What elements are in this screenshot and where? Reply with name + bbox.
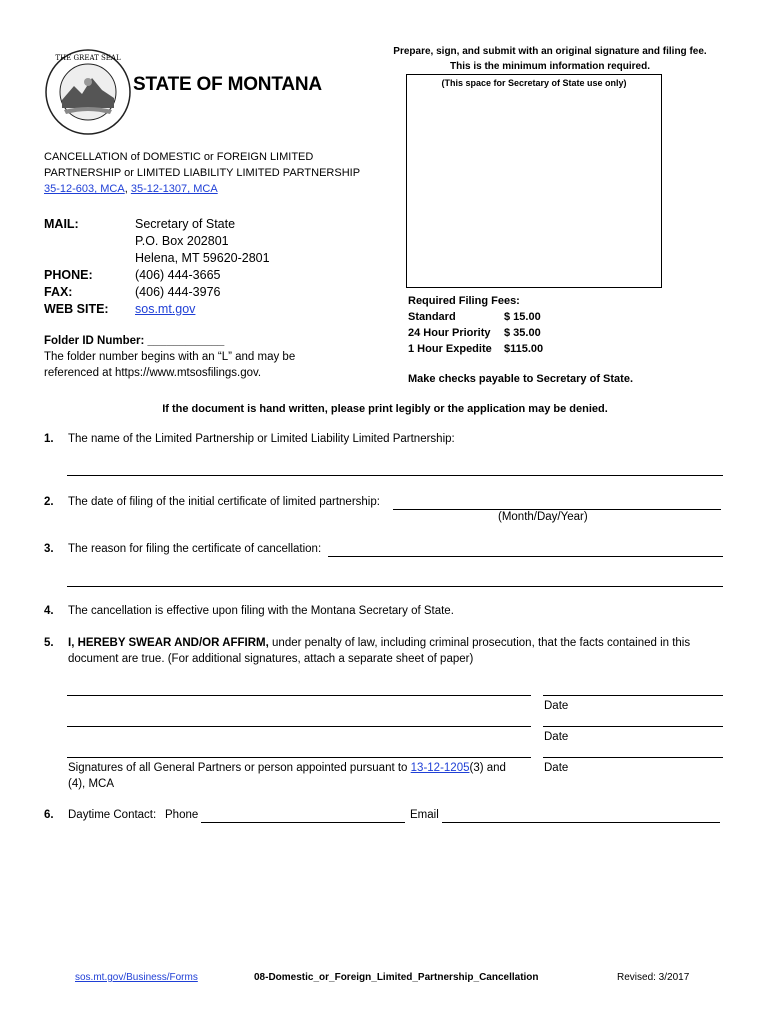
swear-affirm-bold: I, HEREBY SWEAR AND/OR AFFIRM,	[68, 637, 269, 649]
state-title: STATE OF MONTANA	[133, 74, 322, 95]
fees-heading: Required Filing Fees:	[408, 295, 520, 307]
fee-amount-priority: $ 35.00	[504, 327, 541, 339]
website-link[interactable]: sos.mt.gov	[135, 302, 196, 316]
footer-form-name: 08-Domestic_or_Foreign_Limited_Partnership_Cancellation	[254, 972, 539, 983]
cancellation-reason-field[interactable]	[328, 555, 723, 557]
signature-note-text: Signatures of all General Partners or person appointed pursuant to	[68, 762, 411, 774]
signature-field-1[interactable]	[67, 694, 531, 696]
folder-note-line-1: The folder number begins with an “L” and may be	[44, 351, 296, 363]
email-field-label: Email	[410, 809, 439, 821]
state-seal-image	[44, 48, 132, 136]
folder-id-field[interactable]: ____________	[147, 335, 225, 347]
form-title-line-1: CANCELLATION of DOMESTIC or FOREIGN LIMITED	[44, 151, 314, 163]
website-label: WEB SITE:	[44, 302, 109, 316]
date-label-1: Date	[544, 700, 569, 712]
item-6-number: 6.	[44, 809, 54, 821]
mail-label: MAIL:	[44, 217, 79, 231]
item-2-text: The date of filing of the initial certificate of limited partnership:	[68, 496, 380, 508]
item-3-text: The reason for filing the certificate of cancellation:	[68, 543, 322, 555]
fee-name-priority: 24 Hour Priority	[408, 327, 491, 339]
mail-line-3: Helena, MT 59620-2801	[135, 251, 270, 265]
daytime-contact-label: Daytime Contact:	[68, 809, 157, 821]
folder-note-line-2: referenced at https://www.mtsosfilings.gov.	[44, 367, 262, 379]
date-label-2: Date	[544, 731, 569, 743]
fax-value: (406) 444-3976	[135, 285, 221, 299]
sos-box-label: (This space for Secretary of State use only)	[441, 78, 627, 88]
sos-use-only-box	[406, 74, 662, 288]
signature-note-suffix: (3) and	[469, 762, 506, 774]
item-5-number: 5.	[44, 637, 54, 649]
folder-id-label: Folder ID Number:	[44, 335, 148, 347]
item-4-text: The cancellation is effective upon filing with the Montana Secretary of State.	[68, 605, 454, 617]
item-1-number: 1.	[44, 433, 54, 445]
svg-text:THE GREAT SEAL: THE GREAT SEAL	[55, 54, 121, 62]
fee-amount-expedite: $115.00	[504, 343, 544, 355]
phone-label: PHONE:	[44, 268, 93, 282]
phone-value: (406) 444-3665	[135, 268, 221, 282]
fee-name-expedite: 1 Hour Expedite	[408, 343, 492, 355]
cancellation-reason-field-2[interactable]	[67, 585, 723, 587]
instruction-line-1: Prepare, sign, and submit with an original signature and filing fee.	[393, 46, 707, 57]
item-2-number: 2.	[44, 496, 54, 508]
folder-id-row	[44, 335, 224, 347]
checks-payable-note: Make checks payable to Secretary of State.	[408, 373, 633, 385]
date-field-1[interactable]	[543, 694, 723, 696]
contact-phone-field[interactable]	[201, 821, 405, 823]
lp-name-field[interactable]	[67, 474, 723, 476]
form-title-citations	[44, 183, 218, 195]
item-5-line-2: document are true. (For additional signatures, attach a separate sheet of paper)	[68, 653, 474, 665]
citation-link-1[interactable]: 35-12-603, MCA	[44, 183, 125, 195]
item-5-body: under penalty of law, including criminal prosecution, that the facts contained in this	[268, 637, 691, 649]
citation-link-2[interactable]: 35-12-1307, MCA	[130, 183, 218, 195]
phone-field-label: Phone	[165, 809, 199, 821]
statute-link-13-12-1205[interactable]: 13-12-1205	[410, 762, 470, 774]
date-field-3[interactable]	[543, 756, 723, 758]
item-1-text: The name of the Limited Partnership or Limited Liability Limited Partnership:	[68, 433, 455, 445]
item-3-number: 3.	[44, 543, 54, 555]
fee-name-standard: Standard	[408, 311, 456, 323]
date-label-3: Date	[544, 762, 569, 774]
footer-forms-link[interactable]: sos.mt.gov/Business/Forms	[75, 972, 198, 983]
item-5-text	[68, 637, 728, 649]
handwritten-warning: If the document is hand written, please print legibly or the application may be denied.	[162, 403, 608, 415]
mail-line-2: P.O. Box 202801	[135, 234, 229, 248]
date-field-2[interactable]	[543, 725, 723, 727]
fee-amount-standard: $ 15.00	[504, 311, 541, 323]
signature-note-line-2: (4), MCA	[68, 778, 114, 790]
citation-separator: ,	[124, 183, 131, 195]
footer-revised: Revised: 3/2017	[617, 972, 690, 983]
form-title-line-2: PARTNERSHIP or LIMITED LIABILITY LIMITED PARTNERSHIP	[44, 167, 361, 179]
signature-field-2[interactable]	[67, 725, 531, 727]
initial-filing-date-field[interactable]	[393, 508, 721, 510]
date-format-hint: (Month/Day/Year)	[498, 511, 588, 523]
contact-email-field[interactable]	[442, 821, 720, 823]
instruction-line-2: This is the minimum information required.	[449, 61, 651, 72]
mail-line-1: Secretary of State	[135, 217, 236, 231]
fax-label: FAX:	[44, 285, 73, 299]
signature-field-3[interactable]	[67, 756, 531, 758]
item-4-number: 4.	[44, 605, 54, 617]
signature-note	[68, 762, 506, 774]
